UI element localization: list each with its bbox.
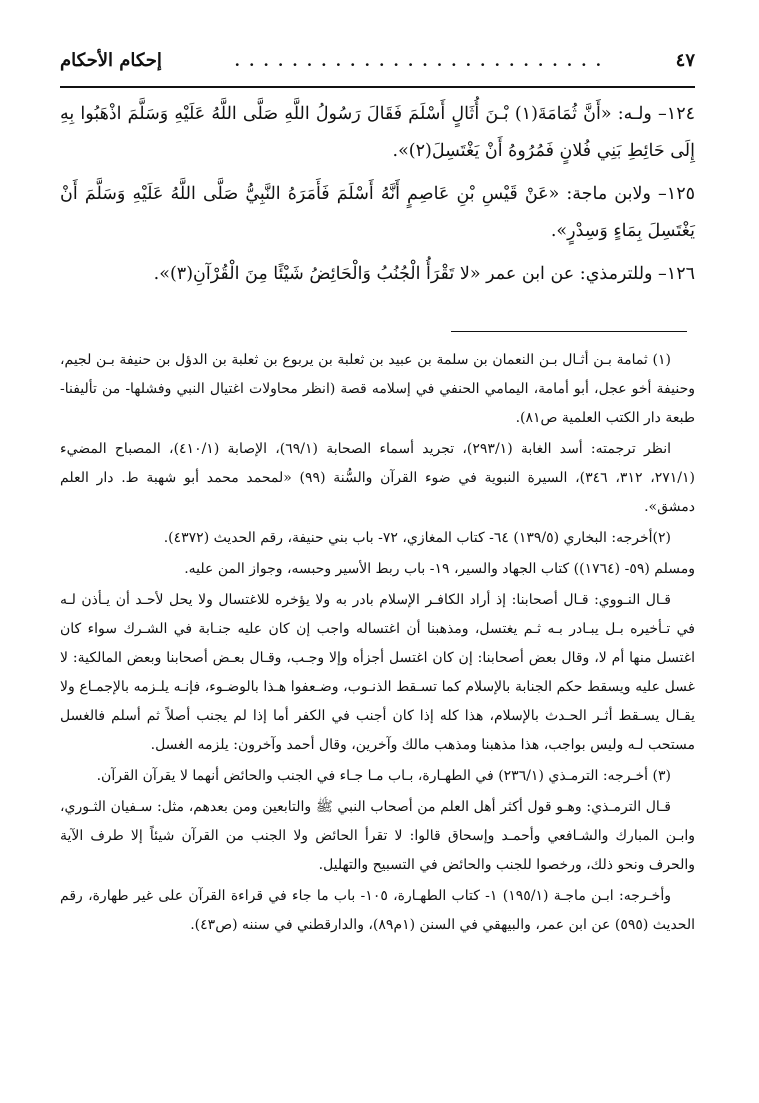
footnote-3-tirmidhi: قـال الترمـذي: وهـو قول أكثر أهل العلم من أصحاب النبي ﷺ والتابعين ومن بعدهم، مثل: سـفيان الثـوري، وابـن المبارك والشـافعي وأحمـد وإسحاق قالوا: لا تقرأ الحائض ولا الجنب من القرآن شيئاً إلا طرف الآية والحرف ونحو ذلك، ورخصوا للجنب والحائض في التسبيح والتهليل.: [60, 799, 695, 873]
footnote-3-ibn-majah: وأخـرجه: ابـن ماجـة (١٩٥/١) ١- كتاب الطهـارة، ١٠٥- باب ما جاء في قراءة القرآن على غير طهارة، رقم الحديث (٥٩٥) عن ابن عمر، والبيهقي في السنن (١م٨٩)، والدارقطني في سننه (ص٤٣).: [60, 888, 695, 933]
page-number: ٤٧: [675, 50, 695, 71]
header-leader-dots: . . . . . . . . . . . . . . . . . . . . . . . . . .: [234, 52, 603, 70]
footnote-3: (٣) أخـرجه: الترمـذي (٢٣٦/١) في الطهـارة، بـاب مـا جـاء في الجنب والحائض أنهما لا يقرآن القرآن.: [96, 768, 671, 784]
footnote-2-nawawi: قـال النـووي: قـال أصحابنا: إذ أراد الكافـر الإسلام بادر به ولا يؤخره للاغتسال ولا يحل لأحـد أن يـأذن لـه في تـأخيره بـل يبـادر بـه ثـم يغتسل، ومذهبنا أن اغتساله واجب إن كان عليه جنـابة في الشـرك سواء كان اغتسل منها أم لا، وقال بعض أصحابنا: إن كان اغتسل أجزأه وإلا وجـب، وقـال بعـض أصحابنا وبعض المالكية: لا غسل عليه ويسقط حكم الجنابة بالإسلام كما تسـقط الذنـوب، وضـعفوا هـذا بالوضـوء، فإنـه يلـزمه بالإجمـاع ولا يقـال يسـقط أثـر الحـدث بالإسلام، هذا كله إذا كان أجنب في الكفر أما إذا لم يجنب أصلاً ثم أسلم فالغسل مستحب لـه وليس بواجب، هذا مذهبنا ومذهب مالك وآخرين، وقال أحمد وآخرون: يلزمه الغسل.: [60, 592, 695, 753]
book-title: إحكام الأحكام: [60, 50, 162, 71]
hadith-126: ١٢٦– وللترمذي: عن ابن عمر «لا تَقْرَأُ الْجُنُبُ وَالْحَائِضُ شَيْئًا مِنَ الْقُرْآنِ(٣)».: [153, 264, 695, 284]
footnote-separator: [451, 331, 687, 332]
footnote-2: (٢)أخرجه: البخاري (١٣٩/٥) ٦٤- كتاب المغازي، ٧٢- باب بني حنيفة، رقم الحديث (٤٣٧٢).: [163, 530, 671, 546]
hadith-124: ١٢٤– ولـه: «أَنَّ ثُمَامَةَ(١) بْـنَ أُثَالٍ أَسْلَمَ فَقَالَ رَسُولُ اللَّهِ صَلَّى اللَّهُ عَلَيْهِ وَسَلَّمَ اذْهَبُوا بِهِ إِلَى حَائِطِ بَنِي فُلانٍ فَمُرُوهُ أَنْ يَغْتَسِلَ(٢)».: [60, 104, 695, 161]
main-text: [60, 96, 695, 293]
hadith-125: ١٢٥– ولابن ماجة: «عَنْ قَيْسِ بْنِ عَاصِمٍ أَنَّهُ أَسْلَمَ فَأَمَرَهُ النَّبِيُّ صَلَّى اللَّهُ عَلَيْهِ وَسَلَّمَ أَنْ يَغْتَسِلَ بِمَاءٍ وَسِدْرٍ».: [60, 184, 695, 241]
running-header: [60, 50, 695, 88]
footnote-1-references: انظر ترجمته: أسد الغابة (٢٩٣/١)، تجريد أسماء الصحابة (٦٩/١)، الإصابة (٤١٠/١)، المصباح المضيء (٢٧١/١، ٣١٢، ٣٤٦)، السيرة النبوية في ضوء القرآن والسُّنة (٩٩) «لمحمد محمد أبو شهبة ط. دار العلم دمشق».: [60, 441, 695, 515]
footnote-2-muslim: ومسلم (٥٩- (١٧٦٤)) كتاب الجهاد والسير، ١٩- باب ربط الأسير وحبسه، وجواز المن عليه.: [184, 561, 695, 577]
footnote-1: (١) ثمامة بـن أثـال بـن النعمان بن سلمة بن عبيد بن ثعلبة بن يربوع بن ثعلبة بن الدؤل بن حنيفة بـن لجيم، وحنيفة أخو عجل، أبو أمامة، اليمامي الحنفي في إسلامه قصة (انظر محاولات اغتيال النبي وفشلها- من تأليفنا- طبعة دار الكتب العلمية ص٨١).: [60, 352, 695, 426]
footnotes: [60, 346, 695, 940]
